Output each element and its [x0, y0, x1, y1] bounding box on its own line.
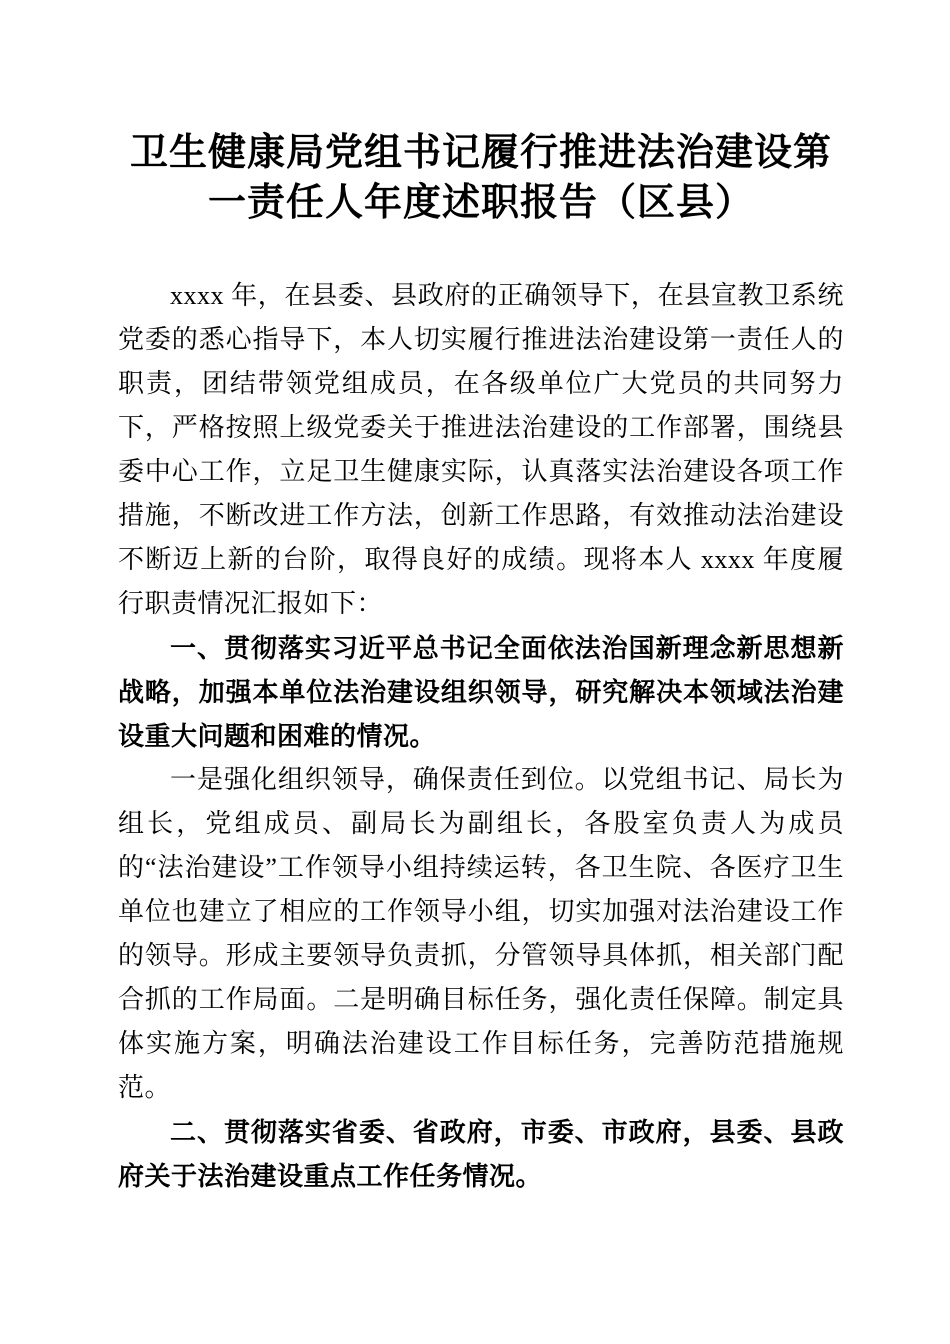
- section-heading: 二、贯彻落实省委、省政府，市委、市政府，县委、县政府关于法治建设重点工作任务情况。: [118, 1117, 844, 1191]
- body-paragraph: 一是强化组织领导，确保责任到位。以党组书记、局长为组长，党组成员、副局长为副组长，各股室负责人为成员的“法治建设”工作领导小组持续运转，各卫生院、各医疗卫生单位也建立了相应的工作领导小组，切实加强对法治建设工作的领导。形成主要领导负责抓，分管领导具体抓，相关部门配合抓的工作局面。二是明确目标任务，强化责任保障。制定具体实施方案，明确法治建设工作目标任务，完善防范措施规范。: [118, 765, 844, 1102]
- document-title: 卫生健康局党组书记履行推进法治建设第一责任人年度述职报告（区县）: [129, 132, 832, 224]
- body-paragraph: xxxx 年，在县委、县政府的正确领导下，在县宣教卫系统党委的悉心指导下，本人切实履行推进法治建设第一责任人的职责，团结带领党组成员，在各级单位广大党员的共同努力下，严格按照上级党委关于推进法治建设的工作部署，围绕县委中心工作，立足卫生健康实际，认真落实法治建设各项工作措施，不断改进工作方法，创新工作思路，有效推动法治建设不断迈上新的台阶，取得良好的成绩。现将本人 xxxx 年度履行职责情况汇报如下：: [118, 281, 844, 618]
- document-body: [118, 274, 844, 1198]
- section-heading: 一、贯彻落实习近平总书记全面依法治国新理念新思想新战略，加强本单位法治建设组织领导，研究解决本领域法治建设重大问题和困难的情况。: [118, 633, 844, 751]
